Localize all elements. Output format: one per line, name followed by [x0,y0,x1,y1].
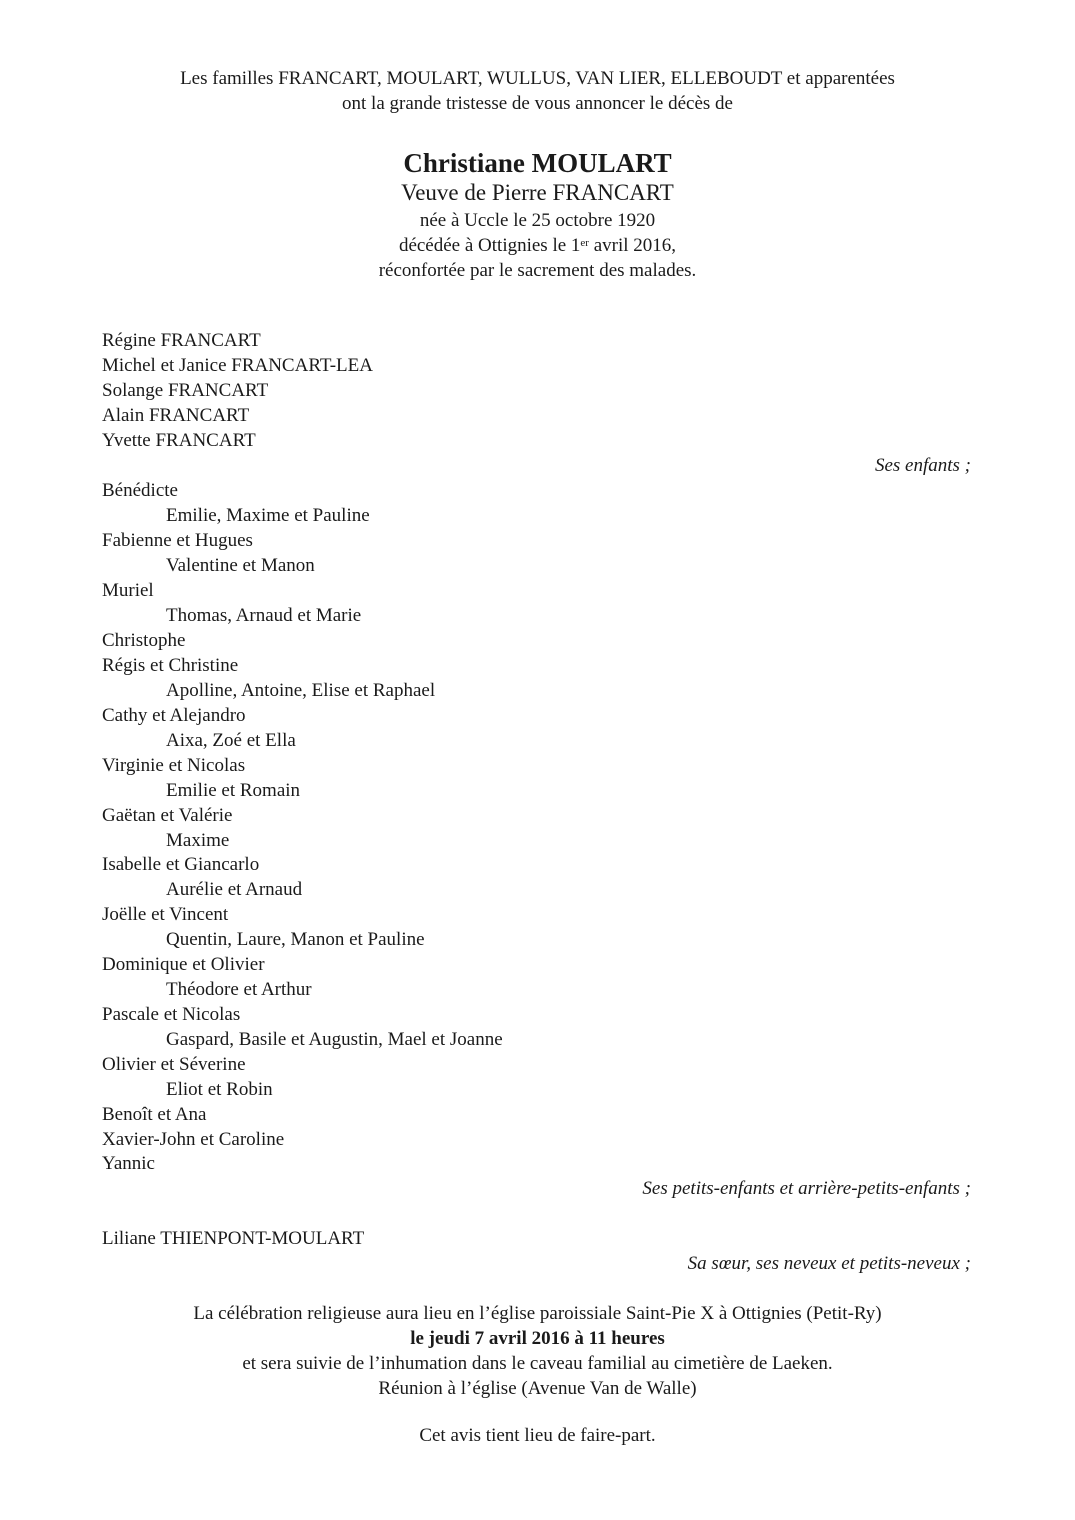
child-name: Régine FRANCART [102,330,261,351]
birth-line: née à Uccle le 25 octobre 1920 [419,210,656,231]
child-name: Alain FRANCART [102,405,250,426]
widow-of: Veuve de Pierre FRANCART [401,180,674,205]
grandchild-line: Xavier-John et Caroline [102,1129,285,1150]
great-grandchild-line: Quentin, Laure, Manon et Pauline [166,929,425,950]
grandchild-line: Fabienne et Hugues [102,530,253,551]
great-grandchild-line: Valentine et Manon [166,555,315,576]
great-grandchild-line: Thomas, Arnaud et Marie [166,605,362,626]
ceremony-date: le jeudi 7 avril 2016 à 11 heures [410,1328,665,1349]
grandchild-line: Christophe [102,630,186,651]
death-line [0,233,1075,258]
grandchild-line: Yannic [102,1153,155,1174]
grandchild-line: Régis et Christine [102,655,239,676]
child-name: Yvette FRANCART [102,430,256,451]
grandchild-line: Cathy et Alejandro [102,705,246,726]
header-line-1: Les familles FRANCART, MOULART, WULLUS, VAN LIER, ELLEBOUDT et apparentées [180,68,895,89]
great-grandchild-line: Théodore et Arthur [166,979,312,1000]
ceremony-line-3: et sera suivie de l’inhumation dans le caveau familial au cimetière de Laeken. [242,1353,833,1374]
child-name: Michel et Janice FRANCART-LEA [102,355,373,376]
child-name: Solange FRANCART [102,380,269,401]
great-grandchild-line: Emilie, Maxime et Pauline [166,505,370,526]
grandchild-line: Muriel [102,580,154,601]
ceremony-line-1: La célébration religieuse aura lieu en l’église paroissiale Saint-Pie X à Ottignies (Petit-Ry) [193,1303,882,1324]
grandchild-line: Bénédicte [102,480,178,501]
grandchild-line: Pascale et Nicolas [102,1004,241,1025]
great-grandchild-line: Gaspard, Basile et Augustin, Mael et Joanne [166,1029,503,1050]
grandchild-line: Virginie et Nicolas [102,755,246,776]
grandchild-line: Olivier et Séverine [102,1054,246,1075]
comforted-line: réconfortée par le sacrement des malades. [378,260,697,281]
death-line-superscript: er [580,237,589,249]
header-line-2: ont la grande tristesse de vous annoncer le décès de [342,93,733,114]
great-grandchild-line: Eliot et Robin [166,1079,273,1100]
ceremony-line-4: Réunion à l’église (Avenue Van de Walle) [378,1378,697,1399]
deceased-name: Christiane MOULART [403,148,672,178]
grandchild-line: Gaëtan et Valérie [102,805,233,826]
death-line-prefix: décédée à Ottignies le 1 [398,235,581,256]
death-line-suffix: avril 2016, [588,235,677,256]
grandchild-line: Isabelle et Giancarlo [102,854,260,875]
sister-role: Sa sœur, ses neveux et petits-neveux ; [687,1253,971,1274]
children-role: Ses enfants ; [874,455,971,476]
great-grandchild-line: Emilie et Romain [166,780,301,801]
grandchild-line: Joëlle et Vincent [102,904,229,925]
great-grandchild-line: Aixa, Zoé et Ella [166,730,296,751]
great-grandchild-line: Apolline, Antoine, Elise et Raphael [166,680,436,701]
great-grandchild-line: Maxime [166,830,230,851]
grandchild-line: Benoît et Ana [102,1104,207,1125]
grandchildren-role: Ses petits-enfants et arrière-petits-enfants ; [642,1178,971,1199]
footer-note: Cet avis tient lieu de faire-part. [419,1425,656,1446]
great-grandchild-line: Aurélie et Arnaud [166,879,303,900]
grandchild-line: Dominique et Olivier [102,954,265,975]
sister-name: Liliane THIENPONT-MOULART [102,1228,365,1249]
